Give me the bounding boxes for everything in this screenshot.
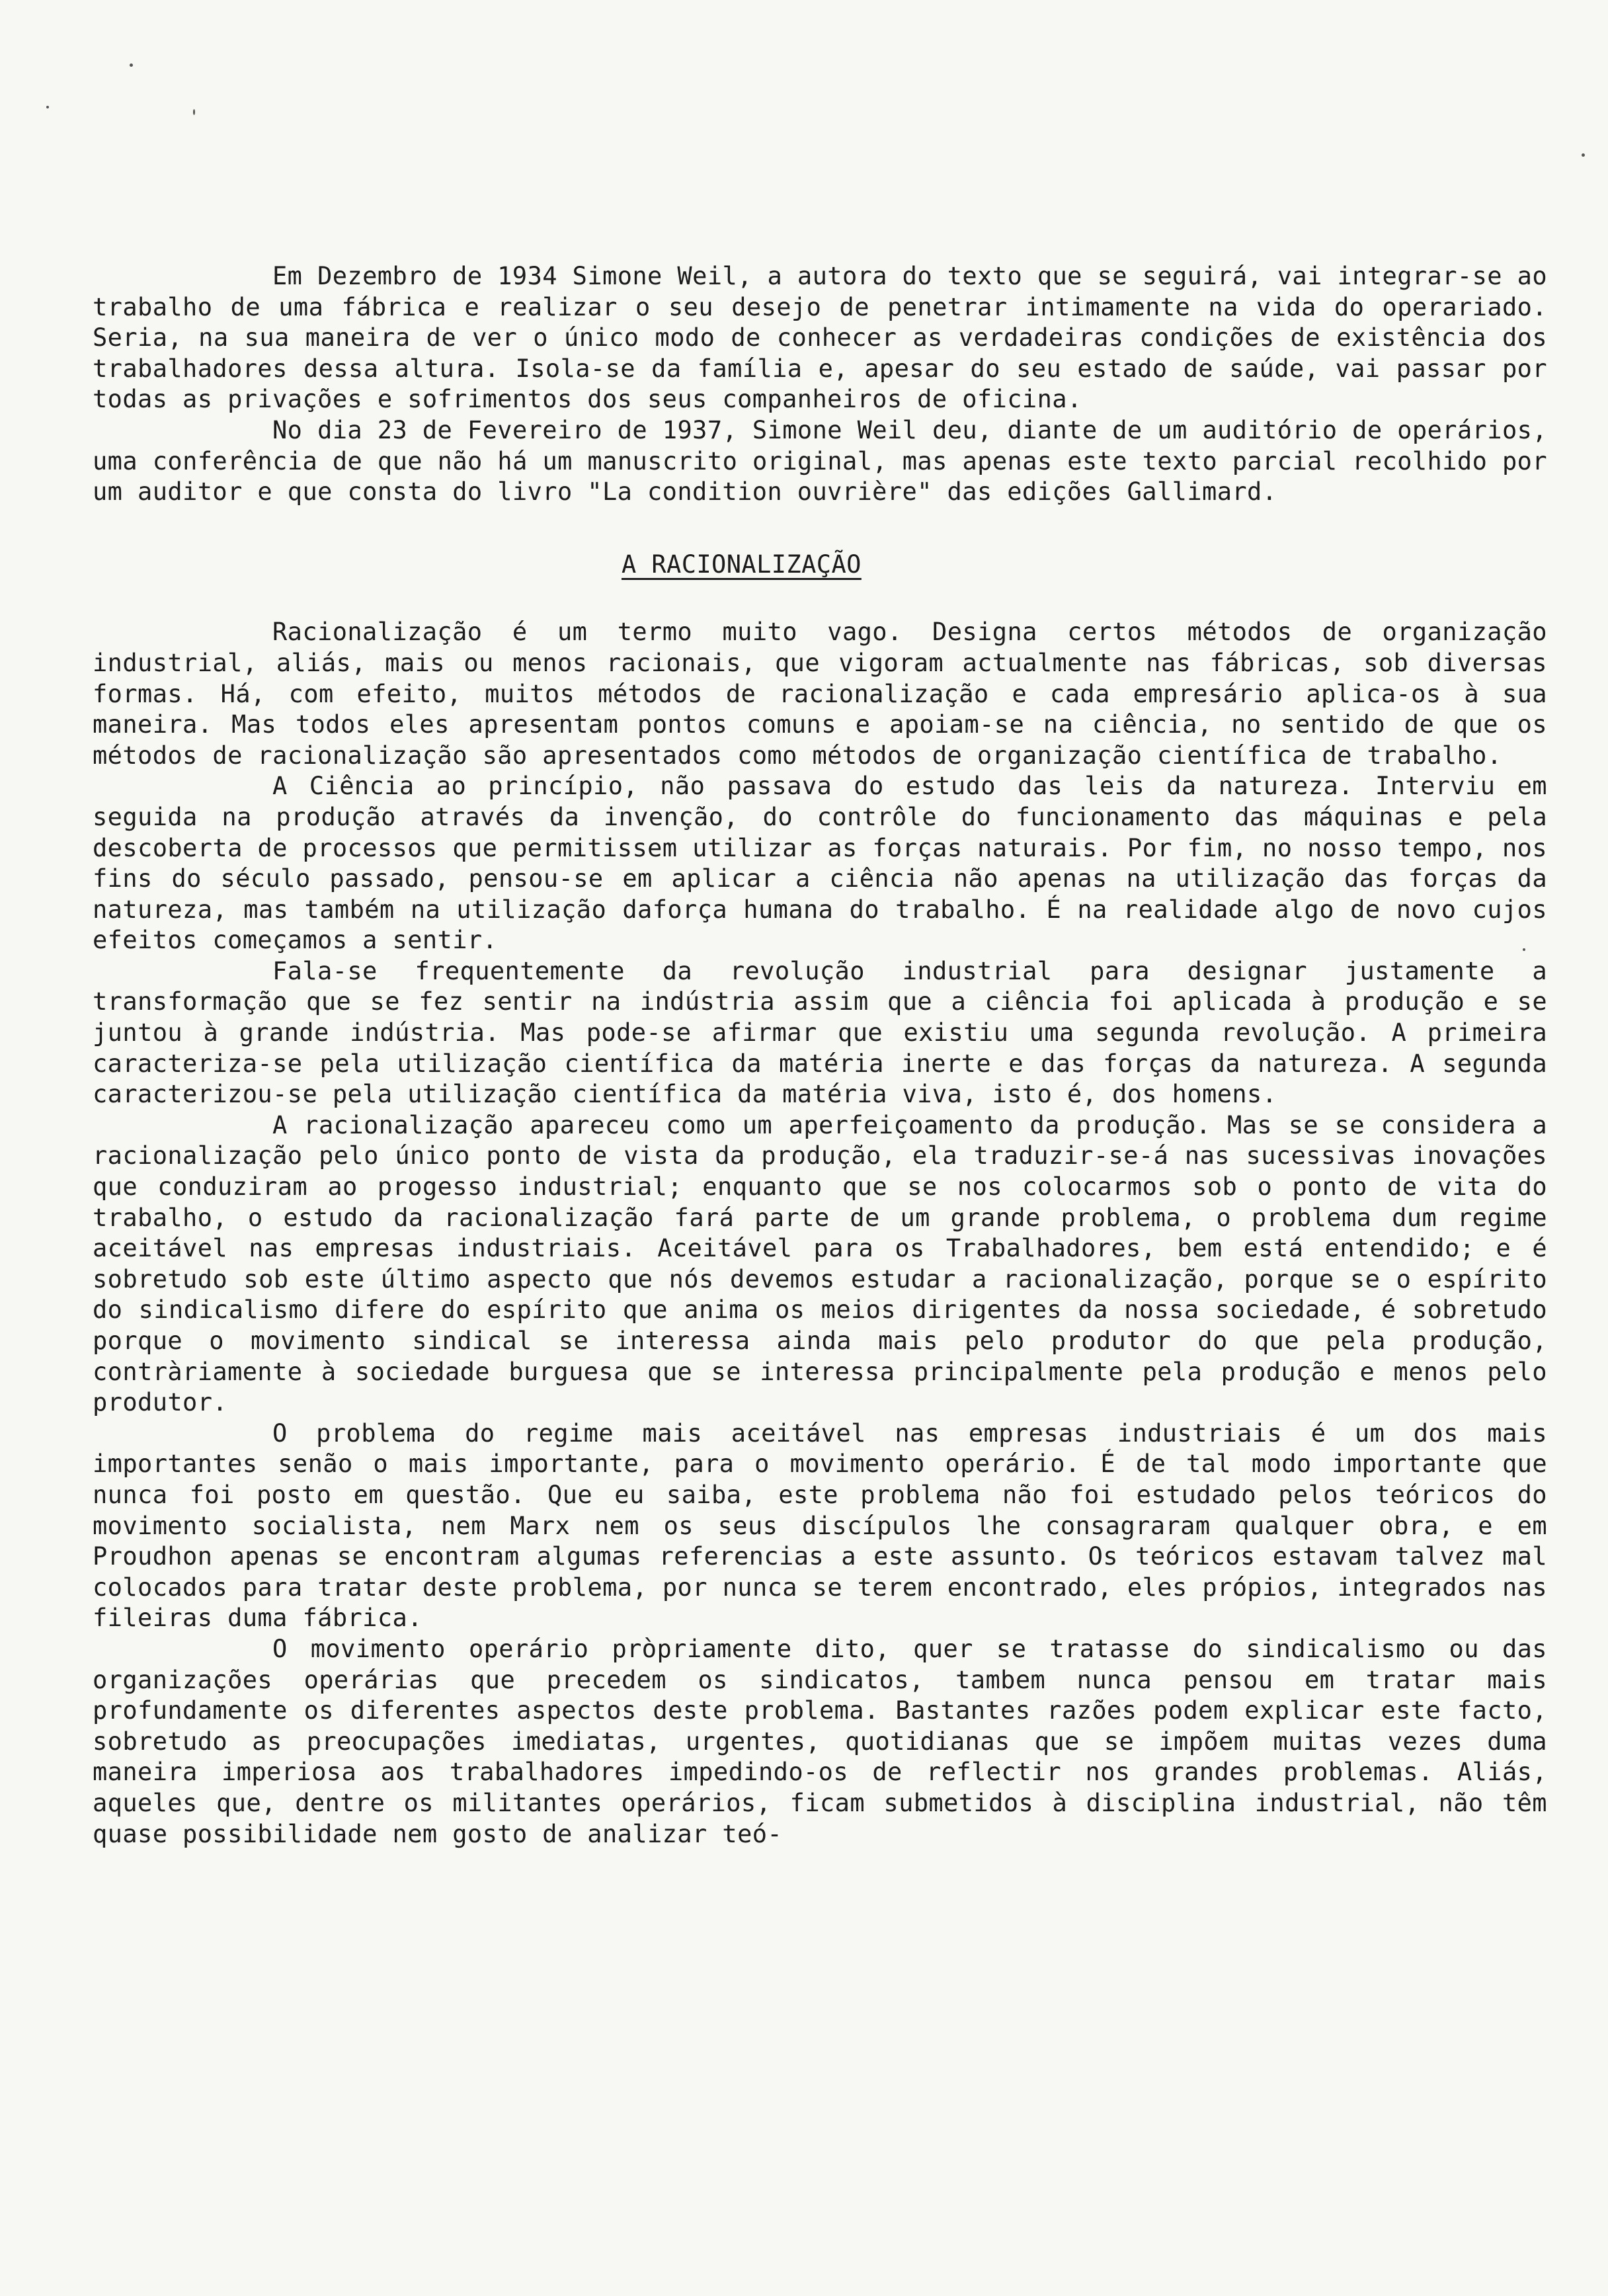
scan-speck — [130, 63, 133, 67]
scan-speck — [193, 109, 195, 115]
scan-speck — [46, 106, 49, 108]
scan-speck — [1582, 153, 1585, 157]
section-title: A RACIONALIZAÇÃO — [622, 550, 862, 579]
intro-paragraph: Em Dezembro de 1934 Simone Weil, a autora do texto que se seguirá, vai integrar-se ao trabalho de uma fábrica e realizar o seu desejo de penetrar intimamente na vida do operariado. Seria, na sua maneira de ver o único modo de conhecer as verdadeiras condições de existência dos trabalhadores dessa altura. Isola-se da família e, apesar do seu estado de saúde, vai passar por todas as privações e sofrimentos dos seus companheiros de oficina. — [93, 262, 1547, 414]
body-paragraph: A racionalização apareceu como um aperfeiçoamento da produção. Mas se se considera a racionalização pelo único ponto de vista da produção, ela traduzir-se-á nas sucessivas inovações que conduziram ao progesso industrial; enquanto que se nos colocarmos sob o ponto de vita do trabalho, o estudo da racionalização fará parte de um grande problema, o problema dum regime aceitável nas empresas industriais. Aceitável para os Trabalhadores, bem está entendido; e é sobretudo sob este último aspecto que nós devemos estudar a racionalização, porque se o espírito do sindicalismo difere do espírito que anima os meios dirigentes da nossa sociedade, é sobretudo porque o movimento sindical se interessa ainda mais pelo produtor do que pela produção, contràriamente à sociedade burguesa que se interessa principalmente pela produção e menos pelo produtor. — [93, 1110, 1547, 1417]
document-body — [93, 261, 1547, 1850]
body-paragraph: O movimento operário pròpriamente dito, quer se tratasse do sindicalismo ou das organizações operárias que precedem os sindicatos, tambem nunca pensou em tratar mais profundamente os diferentes aspectos deste problema. Bastantes razões podem explicar este facto, sobretudo as preocupações imediatas, urgentes, quotidianas que se impõem muitas vezes duma maneira imperiosa aos trabalhadores impedindo-os de reflectir nos grandes problemas. Aliás, aqueles que, dentre os militantes operários, ficam submetidos à disciplina industrial, não têm quase possibilidade nem gosto de analizar teó- — [93, 1634, 1547, 1848]
body-paragraph: A Ciência ao princípio, não passava do estudo das leis da natureza. Interviu em seguida na produção através da invenção, do contrôle do funcionamento das máquinas e pela descoberta de processos que permitissem utilizar as forças naturais. Por fim, no nosso tempo, nos fins do século passado, pensou-se em aplicar a ciência não apenas na utilização das forças da natureza, mas também na utilização daforça humana do trabalho. É na realidade algo de novo cujos efeitos começamos a sentir. — [93, 772, 1547, 955]
body-paragraph: O problema do regime mais aceitável nas empresas industriais é um dos mais importantes senão o mais importante, para o movimento operário. É de tal modo importante que nunca foi posto em questão. Que eu saiba, este problema não foi estudado pelos teóricos do movimento socialista, nem Marx nem os seus discípulos lhe consagraram qualquer obra, e em Proudhon apenas se encontram algumas referencias a este assunto. Os teóricos estavam talvez mal colocados para tratar deste problema, por nunca se terem encontrado, eles própios, integrados nas fileiras duma fábrica. — [93, 1418, 1547, 1633]
body-paragraph: Fala-se frequentemente da revolução industrial para designar justamente a transformação que se fez sentir na indústria assim que a ciência foi aplicada à produção e se juntou à grande indústria. Mas pode-se afirmar que existiu uma segunda revolução. A primeira caracteriza-se pela utilização científica da matéria inerte e das forças da natureza. A segunda caracterizou-se pela utilização científica da matéria viva, isto é, dos homens. — [93, 956, 1547, 1109]
intro-paragraph: No dia 23 de Fevereiro de 1937, Simone Weil deu, diante de um auditório de operários, uma conferência de que não há um manuscrito original, mas apenas este texto parcial recolhido por um auditor e que consta do livro "La condition ouvrière" das edições Gallimard. — [93, 415, 1547, 507]
body-paragraph: Racionalização é um termo muito vago. Designa certos métodos de organização industrial, aliás, mais ou menos racionais, que vigoram actualmente nas fábricas, sob diversas formas. Há, com efeito, muitos métodos de racionalização e cada empresário aplica-os à sua maneira. Mas todos eles apresentam pontos comuns e apoiam-se na ciência, no sentido de que os métodos de racionalização são apresentados como métodos de organização científica de trabalho. — [93, 618, 1547, 770]
